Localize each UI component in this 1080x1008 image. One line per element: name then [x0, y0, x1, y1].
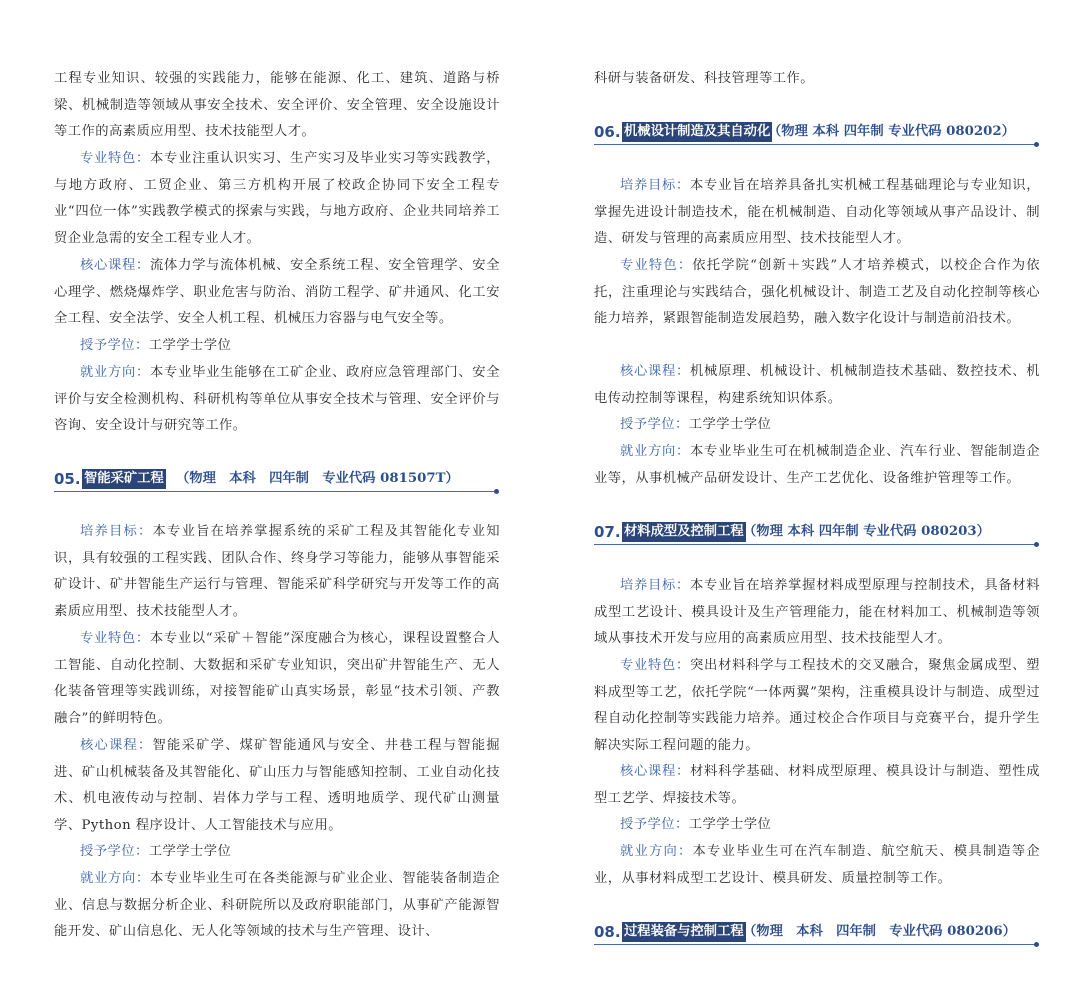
- courses-label: 核心课程：: [620, 364, 691, 379]
- s05-courses-paragraph: 核心课程：智能采矿学、煤矿智能通风与安全、井巷工程与智能掘进、矿山机械装备及其智能化、矿山压力与智能感知控制、工业自动化技术、机电液传动与控制、岩体力学与工程、透明地质学、现代矿山测量学、Python 程序设计、人工智能技术与应用。: [54, 738, 500, 834]
- section-number: 05.: [54, 470, 81, 488]
- major-name-highlight: 机械设计制造及其自动化: [622, 122, 772, 142]
- major-name-highlight: 智能采矿工程: [82, 469, 166, 489]
- s06-features-paragraph: 专业特色：依托学院“创新＋实践”人才培养模式，以校企合作为依托，注重理论与实践结合，强化机械设计、制造工艺及自动化控制等核心能力培养，紧跟智能制造发展趋势，融入数字化设计与制造前沿技术。: [594, 258, 1040, 327]
- degree-label: 授予学位：: [620, 817, 689, 832]
- s06-career-paragraph: 就业方向：本专业毕业生可在机械制造企业、汽车行业、智能制造企业等，从事机械产品研发设计、生产工艺优化、设备维护管理等工作。: [594, 444, 1041, 486]
- major-meta: （物理 本科 四年制 专业代码 080206）: [743, 924, 1016, 939]
- major-name-highlight: 材料成型及控制工程: [622, 522, 746, 542]
- degree-label: 授予学位：: [80, 844, 149, 859]
- safety-career-paragraph: 就业方向：本专业毕业生能够在工矿企业、政府应急管理部门、安全评价与安全检测机构、科研机构等单位从事安全技术与管理、安全评价与咨询、安全设计与研究等工作。: [54, 365, 501, 434]
- section-08-header: [594, 920, 1040, 946]
- header-rule-dot: [1034, 142, 1039, 147]
- courses-label: 核心课程：: [620, 764, 691, 779]
- major-meta: （物理 本科 四年制 专业代码 080202）: [768, 124, 1015, 139]
- degree-label: 授予学位：: [620, 417, 689, 432]
- degree-label: 授予学位：: [80, 338, 149, 353]
- goal-label: 培养目标：: [620, 578, 691, 593]
- header-rule: [594, 944, 1034, 945]
- s05-goal-paragraph: 培养目标：本专业旨在培养掌握系统的采矿工程及其智能化专业知识，具有较强的工程实践、团队合作、终身学习等能力，能够从事智能采矿设计、矿井智能生产运行与管理、智能采矿科学研究与开发等工作的高素质应用型、技术技能型人才。: [54, 524, 500, 620]
- s06-degree-paragraph: 授予学位：工学学士学位: [620, 417, 772, 432]
- section-06-header: [594, 120, 1040, 146]
- major-name-highlight: 过程装备与控制工程: [622, 922, 746, 942]
- safety-intro-paragraph: 工程专业知识、较强的实践能力，能够在能源、化工、建筑、道路与桥梁、机械制造等领域从事安全技术、安全评价、安全管理、安全设施设计等工作的高素质应用型、技术技能型人才。: [54, 71, 500, 140]
- header-rule-dot: [1034, 942, 1039, 947]
- safety-features-paragraph: 专业特色：本专业注重认识实习、生产实习及毕业实习等实践教学，与地方政府、工贸企业、第三方机构开展了校政企协同下安全工程专业“四位一体”实践教学模式的探索与实践，与地方政府、企业共同培养工贸企业急需的安全工程专业人才。: [54, 151, 501, 247]
- s05-features-paragraph: 专业特色：本专业以“采矿＋智能”深度融合为核心，课程设置整合人工智能、自动化控制、大数据和采矿专业知识，突出矿井智能生产、无人化装备管理等实践训练，对接智能矿山真实场景，彰显“技术引领、产教融合”的鲜明特色。: [54, 631, 500, 727]
- header-rule: [54, 491, 494, 492]
- header-rule-dot: [1034, 542, 1039, 547]
- s06-goal-paragraph: 培养目标：本专业旨在培养具备扎实机械工程基础理论与专业知识，掌握先进设计制造技术，能在机械制造、自动化等领域从事产品设计、制造、研发与管理的高素质应用型、技术技能型人才。: [594, 178, 1041, 247]
- section-number: 06.: [594, 123, 621, 141]
- career-label: 就业方向：: [80, 871, 151, 886]
- s05-degree-paragraph: 授予学位：工学学士学位: [80, 844, 232, 859]
- header-rule-dot: [494, 489, 499, 494]
- header-rule: [594, 544, 1034, 545]
- goal-label: 培养目标：: [620, 178, 691, 193]
- major-meta: （物理 本科 四年制 专业代码 081507T）: [176, 471, 459, 486]
- section-05-header: [54, 467, 500, 493]
- features-label: 专业特色：: [620, 258, 693, 273]
- goal-label: 培养目标：: [80, 524, 153, 539]
- s07-degree-paragraph: 授予学位：工学学士学位: [620, 817, 772, 832]
- courses-label: 核心课程：: [80, 738, 153, 753]
- career-label: 就业方向：: [80, 365, 151, 380]
- header-rule: [594, 144, 1034, 145]
- features-label: 专业特色：: [80, 151, 151, 166]
- career-label: 就业方向：: [620, 844, 693, 859]
- section-number: 08.: [594, 923, 621, 941]
- s05-career-paragraph: 就业方向：本专业毕业生可在各类能源与矿业企业、智能装备制造企业、信息与数据分析企业、科研院所以及政府职能部门，从事矿产能源智能开发、矿山信息化、无人化等领域的技术与生产管理、设计、: [54, 871, 501, 940]
- safety-degree-paragraph: 授予学位：工学学士学位: [80, 338, 232, 353]
- features-label: 专业特色：: [620, 658, 691, 673]
- career-label: 就业方向：: [620, 444, 691, 459]
- courses-label: 核心课程：: [80, 258, 151, 273]
- s06-courses-paragraph: 核心课程：机械原理、机械设计、机械制造技术基础、数控技术、机电传动控制等课程，构建系统知识体系。: [594, 364, 1041, 406]
- s07-goal-paragraph: 培养目标：本专业旨在培养掌握材料成型原理与控制技术，具备材料成型工艺设计、模具设计及生产管理能力，能在材料加工、机械制造等领域从事技术开发与应用的高素质应用型、技术技能型人才。: [594, 578, 1041, 647]
- major-meta: （物理 本科 四年制 专业代码 080203）: [743, 524, 990, 539]
- s07-courses-paragraph: 核心课程：材料科学基础、材料成型原理、模具设计与制造、塑性成型工艺学、焊接技术等。: [594, 764, 1041, 806]
- section-07-header: [594, 520, 1040, 546]
- section-number: 07.: [594, 523, 621, 541]
- features-label: 专业特色：: [80, 631, 150, 646]
- s07-features-paragraph: 专业特色：突出材料科学与工程技术的交叉融合，聚焦金属成型、塑料成型等工艺，依托学院“一体两翼”架构，注重模具设计与制造、成型过程自动化控制等实践能力培养。通过校企合作项目与竞赛平台，提升学生解决实际工程问题的能力。: [594, 658, 1041, 754]
- safety-courses-paragraph: 核心课程：流体力学与流体机械、安全系统工程、安全管理学、安全心理学、燃烧爆炸学、职业危害与防治、消防工程学、矿井通风、化工安全工程、安全法学、安全人机工程、机械压力容器与电气安全等。: [54, 258, 501, 327]
- s07-career-paragraph: 就业方向：本专业毕业生可在汽车制造、航空航天、模具制造等企业，从事材料成型工艺设计、模具研发、质量控制等工作。: [594, 844, 1040, 886]
- continued-paragraph: 科研与装备研发、科技管理等工作。: [594, 71, 814, 86]
